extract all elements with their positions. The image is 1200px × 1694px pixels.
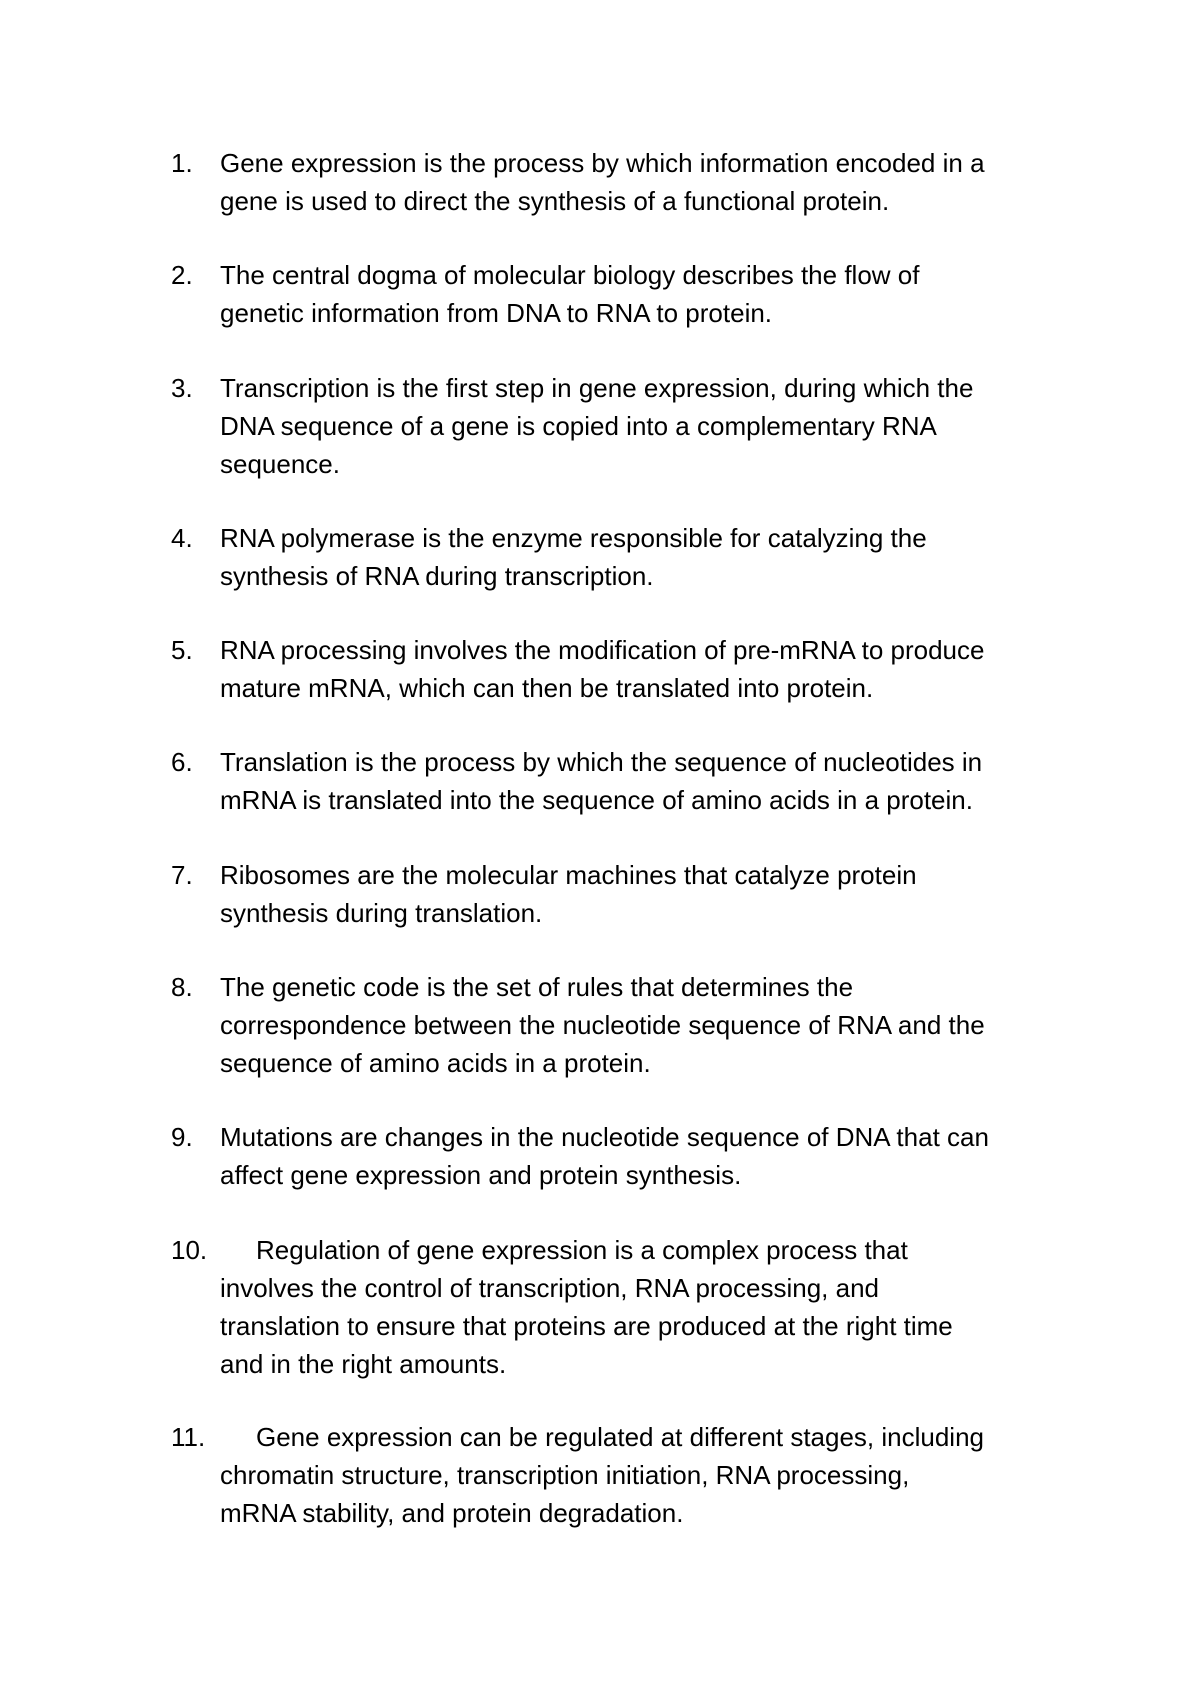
item-text: Transcription is the first step in gene expression, during which the DNA sequence of a gene is copied into a complementary RNA sequence. <box>220 373 974 479</box>
item-text: Regulation of gene expression is a complex process that involves the control of transcription, RNA processing, and translation to ensure that proteins are produced at the right time and in the right amounts. <box>220 1235 953 1379</box>
item-text: Translation is the process by which the sequence of nucleotides in mRNA is translated into the sequence of amino acids in a protein. <box>220 747 983 815</box>
item-text: Gene expression is the process by which information encoded in a gene is used to direct the synthesis of a functional protein. <box>220 148 985 216</box>
item-number: 3. <box>171 373 193 403</box>
item-number: 2. <box>171 260 193 290</box>
list-item <box>171 743 1091 819</box>
item-text: Ribosomes are the molecular machines that catalyze protein synthesis during translation. <box>220 860 917 928</box>
list-item <box>171 968 1091 1082</box>
item-number: 8. <box>171 972 193 1002</box>
item-number: 7. <box>171 860 193 890</box>
item-number: 4. <box>171 523 193 553</box>
list-item <box>171 519 1091 595</box>
item-text: The genetic code is the set of rules that determines the correspondence between the nucleotide sequence of RNA and the sequence of amino acids in a protein. <box>220 972 985 1078</box>
item-text: Mutations are changes in the nucleotide sequence of DNA that can affect gene expression and protein synthesis. <box>220 1122 989 1190</box>
item-text: The central dogma of molecular biology describes the flow of genetic information from DNA to RNA to protein. <box>220 260 920 328</box>
list-item <box>171 1418 1091 1532</box>
item-number: 11. <box>171 1422 206 1452</box>
list-item <box>171 1231 1091 1383</box>
list-item <box>171 144 1091 220</box>
item-number: 10. <box>171 1235 208 1265</box>
item-number: 9. <box>171 1122 193 1152</box>
item-number: 5. <box>171 635 193 665</box>
item-number: 1. <box>171 148 193 178</box>
item-text: Gene expression can be regulated at different stages, including chromatin structure, transcription initiation, RNA processing, mRNA stability, and protein degradation. <box>220 1422 984 1528</box>
list-item <box>171 631 1091 707</box>
list-item <box>171 369 1091 483</box>
list-item <box>171 1118 1091 1194</box>
item-number: 6. <box>171 747 193 777</box>
list-item <box>171 256 1091 332</box>
list-item <box>171 856 1091 932</box>
item-text: RNA polymerase is the enzyme responsible for catalyzing the synthesis of RNA during transcription. <box>220 523 927 591</box>
item-text: RNA processing involves the modification of pre-mRNA to produce mature mRNA, which can then be translated into protein. <box>220 635 985 703</box>
